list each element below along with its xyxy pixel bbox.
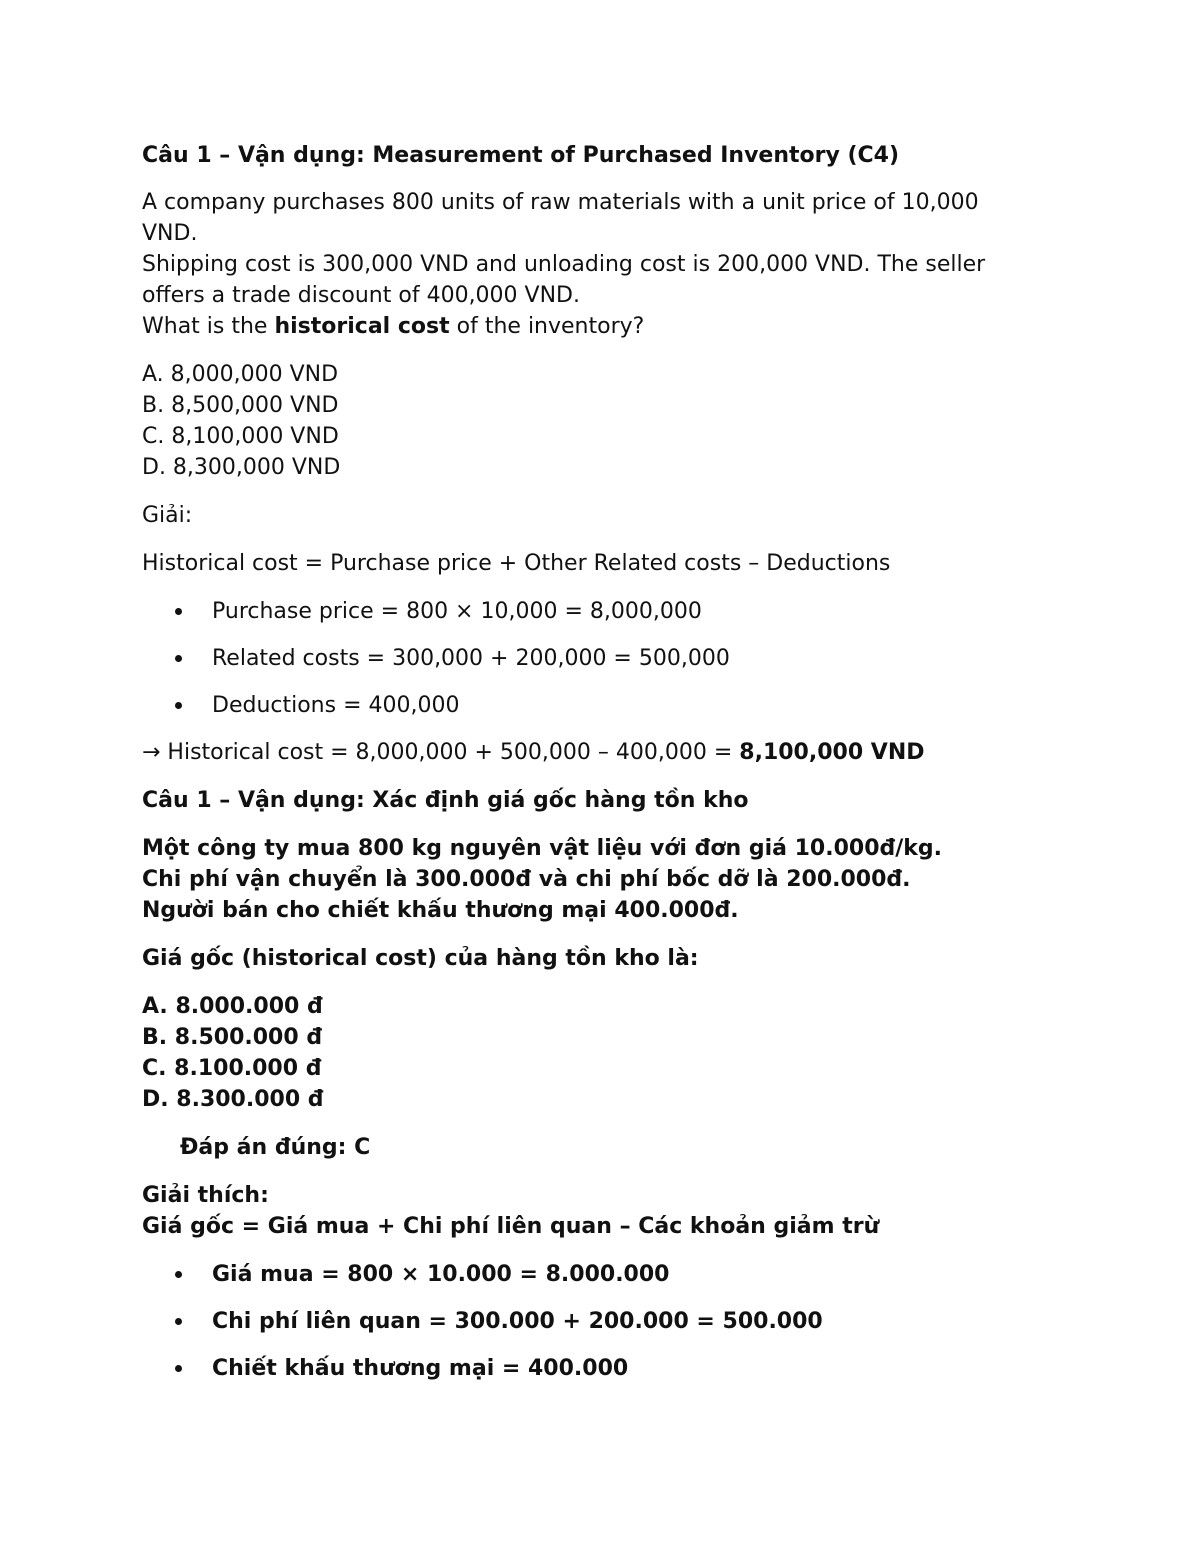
explain-label: Giải thích: (142, 1183, 269, 1208)
bullet-icon (175, 1271, 182, 1278)
list-item-text: Purchase price = 800 × 10,000 = 8,000,000 (212, 599, 702, 624)
question-emphasis: historical cost (274, 314, 450, 339)
question-prefix: What is the (142, 314, 275, 339)
formula-vi: Giá gốc = Giá mua + Chi phí liên quan – Các khoản giảm trừ (142, 1214, 880, 1239)
option-d: D. 8,300,000 VND (142, 455, 341, 480)
list-item-text: Giá mua = 800 × 10.000 = 8.000.000 (212, 1262, 670, 1287)
list-item (142, 1306, 1062, 1337)
question-paragraph-vi (142, 833, 1062, 926)
result-value: 8,100,000 VND (739, 740, 925, 765)
option-a: A. 8.000.000 đ (142, 994, 323, 1019)
option-c: C. 8,100,000 VND (142, 424, 339, 449)
formula-en: Historical cost = Purchase price + Other Related costs – Deductions (142, 551, 891, 576)
option-b: B. 8,500,000 VND (142, 393, 339, 418)
document-page (142, 140, 1062, 1400)
list-item (142, 1353, 1062, 1384)
bullet-icon (175, 1365, 182, 1372)
paragraph-line: Chi phí vận chuyển là 300.000đ và chi phí bốc dỡ là 200.000đ. (142, 867, 911, 892)
paragraph-line: Shipping cost is 300,000 VND and unloading cost is 200,000 VND. The seller (142, 252, 986, 277)
list-item-text: Chi phí liên quan = 300.000 + 200.000 = 500.000 (212, 1309, 823, 1334)
bullet-icon (175, 1318, 182, 1325)
list-item-text: Related costs = 300,000 + 200,000 = 500,000 (212, 646, 730, 671)
calc-list-vi (142, 1259, 1062, 1384)
result-line-en (142, 737, 1062, 768)
question-suffix: of the inventory? (449, 314, 645, 339)
list-item (142, 690, 1062, 721)
correct-answer: Đáp án đúng: C (180, 1135, 371, 1160)
bullet-icon (175, 702, 182, 709)
paragraph-line: VND. (142, 221, 198, 246)
options-vi (142, 991, 1062, 1115)
question-line-en (142, 311, 1062, 342)
list-item-text: Deductions = 400,000 (212, 693, 460, 718)
result-prefix: → Historical cost = 8,000,000 + 500,000 – 400,000 = (142, 740, 740, 765)
option-d: D. 8.300.000 đ (142, 1087, 324, 1112)
question-title-vi: Câu 1 – Vận dụng: Xác định giá gốc hàng tồn kho (142, 788, 749, 813)
option-a: A. 8,000,000 VND (142, 362, 339, 387)
list-item (142, 643, 1062, 674)
paragraph-line: A company purchases 800 units of raw materials with a unit price of 10,000 (142, 190, 979, 215)
paragraph-line: offers a trade discount of 400,000 VND. (142, 283, 580, 308)
list-item (142, 1259, 1062, 1290)
bullet-icon (175, 608, 182, 615)
option-b: B. 8.500.000 đ (142, 1025, 323, 1050)
option-c: C. 8.100.000 đ (142, 1056, 322, 1081)
bullet-icon (175, 655, 182, 662)
question-line-vi: Giá gốc (historical cost) của hàng tồn kho là: (142, 946, 699, 971)
paragraph-line: Một công ty mua 800 kg nguyên vật liệu với đơn giá 10.000đ/kg. (142, 836, 943, 861)
question-paragraph-en (142, 187, 1062, 342)
solution-label: Giải: (142, 503, 193, 528)
list-item-text: Chiết khấu thương mại = 400.000 (212, 1356, 629, 1381)
paragraph-line: Người bán cho chiết khấu thương mại 400.000đ. (142, 898, 739, 923)
list-item (142, 596, 1062, 627)
question-title-en: Câu 1 – Vận dụng: Measurement of Purchased Inventory (C4) (142, 143, 900, 168)
calc-list-en (142, 596, 1062, 721)
options-en (142, 359, 1062, 483)
